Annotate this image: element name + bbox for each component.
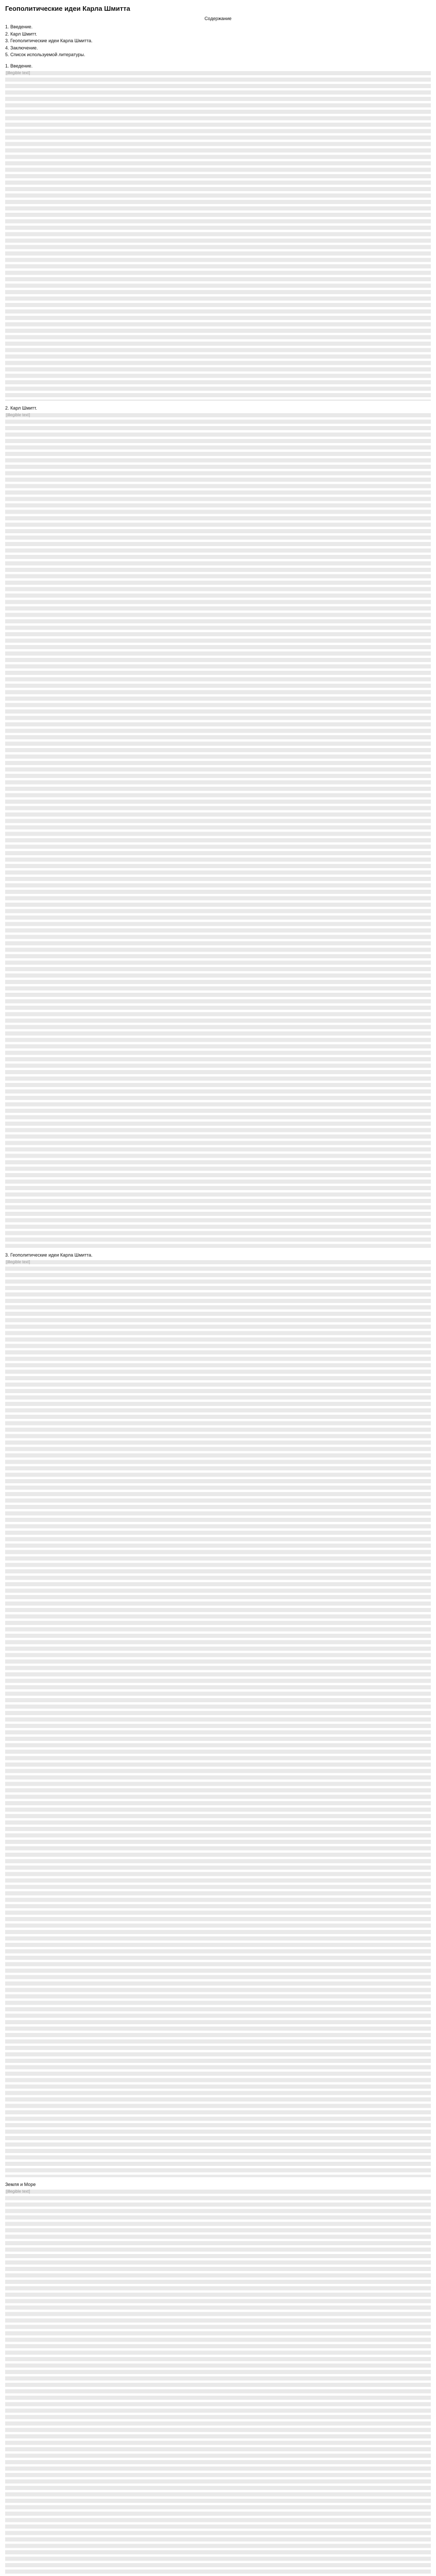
toc-heading: Содержание	[204, 16, 232, 21]
text-placeholder	[5, 1260, 431, 2177]
placeholder-note: [illegible text]	[6, 2189, 30, 2194]
toc-item-bibliography: 5. Список используемой литературы.	[5, 52, 85, 57]
section-introduction	[5, 63, 431, 401]
section-heading: 3. Геополитические идеи Карла Шмитта.	[5, 1252, 93, 1258]
text-placeholder	[5, 71, 431, 401]
table-of-contents	[5, 15, 431, 59]
toc-item-conclusion: 4. Заключение.	[5, 45, 38, 50]
section-land-and-sea	[5, 2181, 431, 2576]
toc-list	[5, 24, 431, 59]
text-placeholder	[5, 413, 431, 1248]
toc-item-geopolitical-ideas: 3. Геополитические идеи Карла Шмитта.	[5, 38, 93, 43]
placeholder-note: [illegible text]	[6, 1259, 30, 1264]
toc-item-karl-schmitt: 2. Карл Шмитт.	[5, 31, 37, 37]
document-title: Геополитические идеи Карла Шмитта	[5, 5, 130, 12]
text-placeholder	[5, 2190, 431, 2576]
section-karl-schmitt	[5, 405, 431, 1248]
placeholder-note: [illegible text]	[6, 70, 30, 75]
section-heading: 1. Введение.	[5, 63, 33, 69]
section-heading: 2. Карл Шмитт.	[5, 405, 37, 411]
placeholder-note: [illegible text]	[6, 412, 30, 417]
section-heading: Земля и Море	[5, 2181, 36, 2187]
section-geopolitical-ideas	[5, 1252, 431, 2177]
toc-item-introduction: 1. Введение.	[5, 24, 33, 29]
